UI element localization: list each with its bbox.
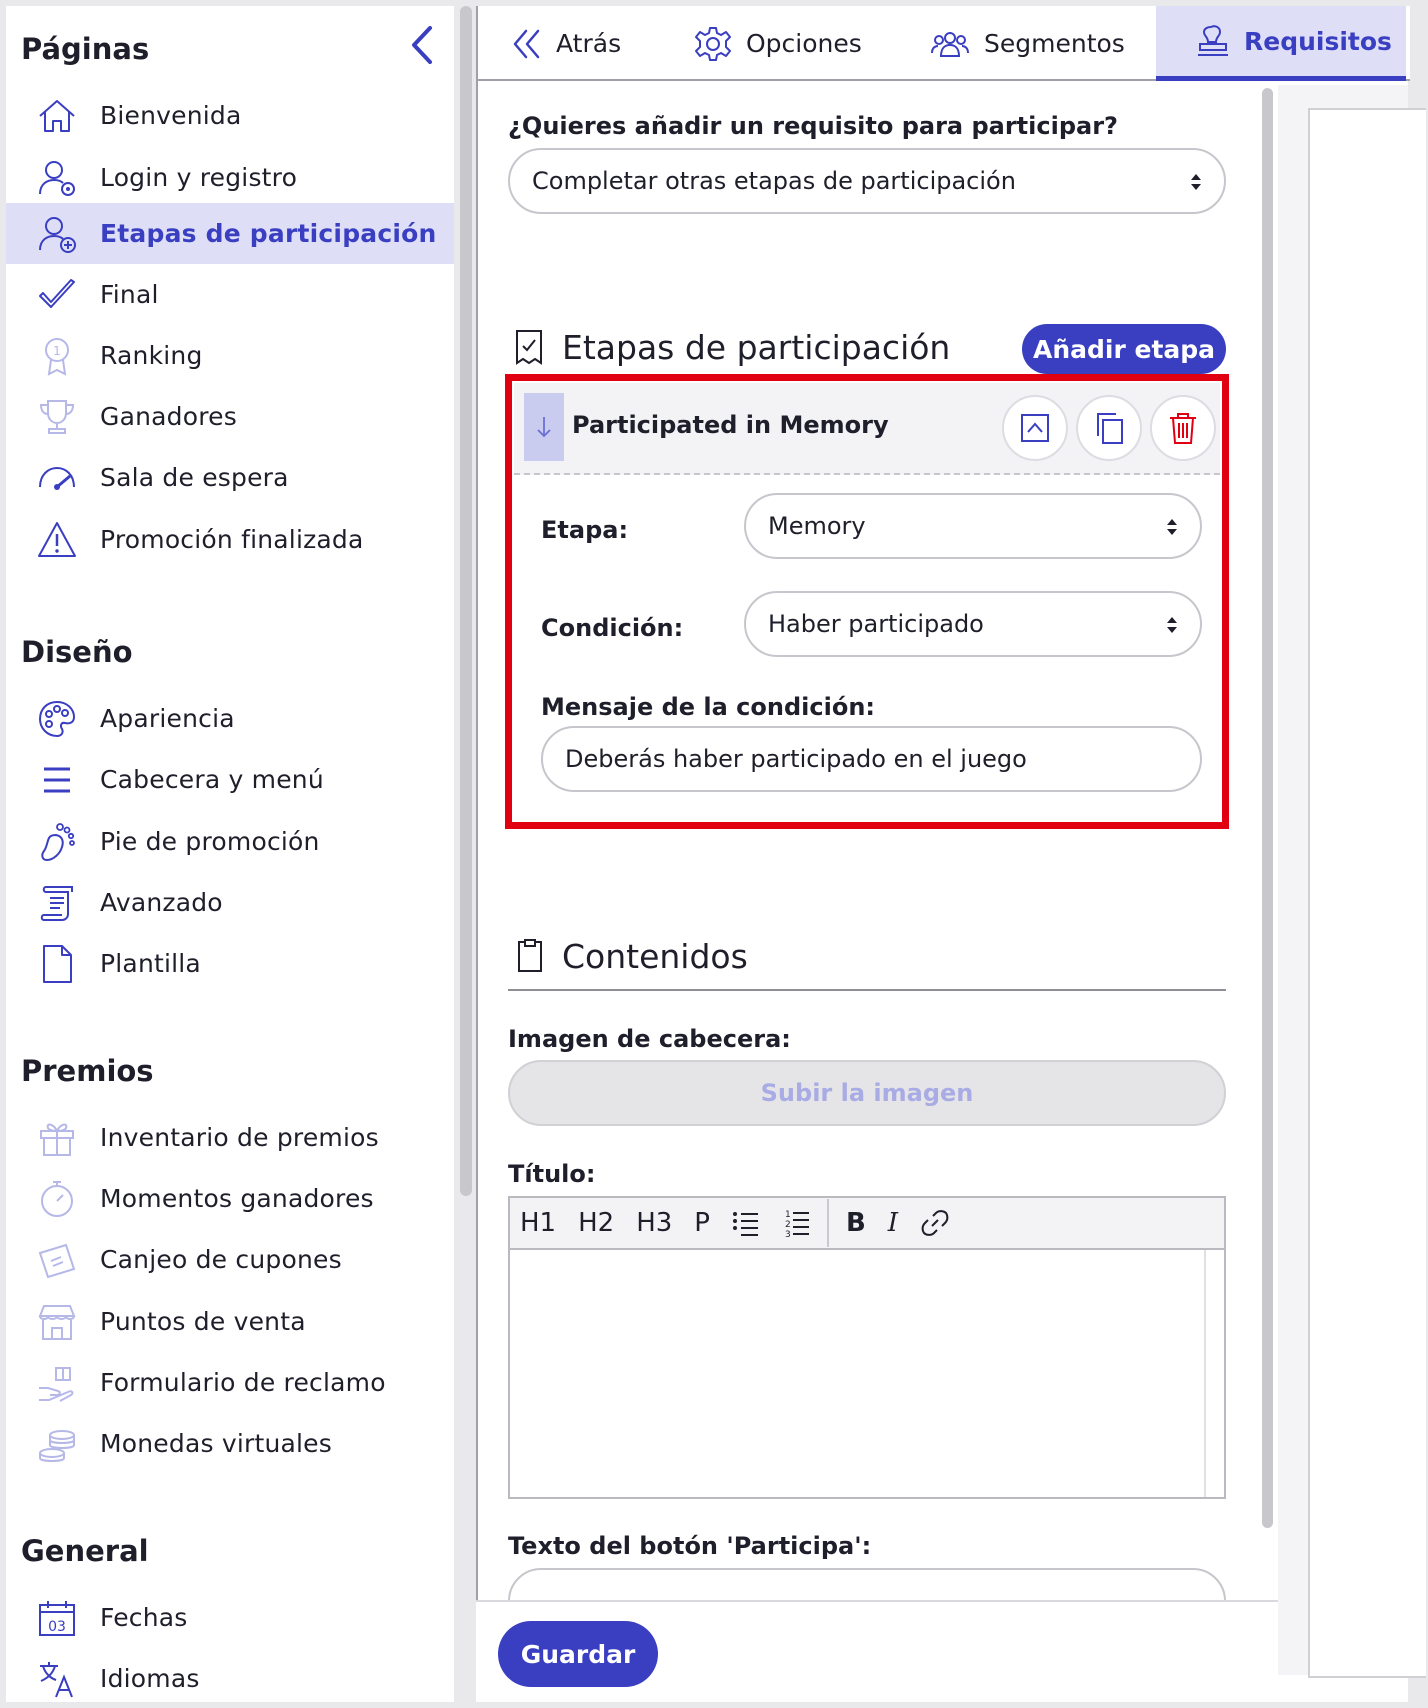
condicion-label: Condición:: [541, 614, 684, 642]
sidebar-item-apariencia[interactable]: [6, 688, 454, 749]
sidebar-item-final[interactable]: [6, 264, 454, 325]
stage-card-title: Participated in Memory: [572, 411, 889, 439]
editor-scrollbar[interactable]: [1204, 1250, 1224, 1497]
scroll-icon: [36, 882, 78, 924]
sidebar-item-label: Sala de espera: [100, 463, 289, 492]
tab-atras[interactable]: Atrás: [512, 6, 652, 81]
etapa-label: Etapa:: [541, 516, 629, 544]
menu-icon: [36, 759, 78, 801]
sidebar-item-label: Login y registro: [100, 163, 298, 192]
collapse-sidebar-button[interactable]: [402, 20, 442, 70]
sidebar-item-momentos[interactable]: [6, 1168, 454, 1229]
participate-text-label: Texto del botón 'Participa':: [508, 1532, 872, 1560]
sidebar-item-idiomas[interactable]: [6, 1648, 454, 1702]
sidebar-item-label: Ganadores: [100, 402, 237, 431]
toolbar-separator: [827, 1199, 829, 1247]
coupon-icon: [36, 1239, 78, 1281]
sidebar-item-inventario[interactable]: [6, 1107, 454, 1168]
svg-text:2: 2: [784, 1220, 791, 1230]
stamp-icon: [1196, 23, 1230, 59]
h3-button[interactable]: H3: [636, 1208, 673, 1238]
drag-handle[interactable]: [524, 393, 564, 461]
numbered-list-icon: [782, 1208, 810, 1238]
tab-opciones[interactable]: Opciones: [694, 6, 884, 81]
bullet-list-icon: [732, 1209, 760, 1237]
title-editor: [508, 1196, 1226, 1499]
sidebar-item-promocion-finalizada[interactable]: [6, 509, 454, 570]
h2-button[interactable]: H2: [578, 1208, 615, 1238]
sidebar-item-label: Fechas: [100, 1603, 188, 1632]
sidebar-item-avanzado[interactable]: [6, 872, 454, 933]
title-label: Título:: [508, 1160, 596, 1188]
numbered-list-button[interactable]: [782, 1208, 810, 1238]
sidebar-item-label: Ranking: [100, 341, 203, 370]
sidebar-item-ranking[interactable]: [6, 325, 454, 386]
svg-text:1: 1: [53, 343, 61, 358]
sidebar-item-label: Cabecera y menú: [100, 765, 324, 794]
select-caret-icon: [1190, 172, 1202, 192]
tab-requisitos[interactable]: Requisitos: [1156, 6, 1406, 81]
sidebar-item-label: Promoción finalizada: [100, 525, 364, 554]
h1-button[interactable]: H1: [520, 1208, 557, 1238]
duplicate-card-button[interactable]: [1076, 395, 1142, 461]
section-heading-diseno: Diseño: [21, 635, 133, 669]
mensaje-input[interactable]: Deberás haber participado en el juego: [541, 726, 1202, 792]
home-icon: [36, 95, 78, 137]
link-icon: [920, 1208, 950, 1238]
sidebar-item-etapas[interactable]: [6, 203, 454, 264]
user-at-icon: [36, 157, 78, 199]
sidebar-item-monedas[interactable]: [6, 1413, 454, 1474]
stage-card-header: [514, 383, 1220, 475]
sidebar-item-bienvenida[interactable]: [6, 85, 454, 146]
sidebar-item-puntos-venta[interactable]: [6, 1291, 454, 1352]
ticket-icon: [514, 328, 544, 366]
select-caret-icon: [1166, 517, 1178, 537]
sidebar-item-sala-espera[interactable]: [6, 447, 454, 508]
arrow-down-icon: [536, 415, 552, 439]
select-caret-icon: [1166, 615, 1178, 635]
section-heading-premios: Premios: [21, 1054, 154, 1088]
upload-image-button[interactable]: Subir la imagen: [508, 1060, 1226, 1126]
footprint-icon: [36, 821, 78, 863]
sidebar-item-label: Plantilla: [100, 949, 201, 978]
group-icon: [930, 29, 970, 59]
sidebar-item-label: Bienvenida: [100, 101, 242, 130]
sidebar-item-cupones[interactable]: [6, 1229, 454, 1290]
svg-text:03: 03: [48, 1618, 66, 1635]
add-stage-button[interactable]: Añadir etapa: [1022, 324, 1226, 374]
sidebar-item-label: Etapas de participación: [100, 219, 437, 248]
save-button[interactable]: Guardar: [498, 1621, 658, 1687]
file-icon: [36, 943, 78, 985]
sidebar-item-cabecera[interactable]: [6, 749, 454, 810]
contents-section-title: Contenidos: [562, 937, 748, 976]
italic-button[interactable]: I: [887, 1208, 899, 1238]
sidebar-item-label: Avanzado: [100, 888, 223, 917]
svg-text:1: 1: [784, 1210, 791, 1220]
editor-toolbar: [510, 1198, 1224, 1250]
section-heading-paginas: Páginas: [21, 32, 150, 66]
etapa-select[interactable]: Memory: [744, 493, 1202, 559]
warning-icon: [36, 519, 78, 561]
section-heading-general: General: [21, 1534, 149, 1568]
stage-requirement-card: [505, 374, 1229, 829]
coins-icon: [36, 1423, 78, 1465]
check-icon: [36, 274, 78, 316]
gear-icon: [694, 25, 732, 63]
tab-bar: [478, 6, 1410, 81]
tab-segmentos[interactable]: Segmentos: [930, 6, 1140, 81]
section-divider: [508, 989, 1226, 991]
sidebar-item-fechas[interactable]: [6, 1587, 454, 1648]
trophy-icon: [36, 396, 78, 438]
mensaje-label: Mensaje de la condición:: [541, 693, 876, 721]
chevron-up-box-icon: [1020, 413, 1050, 443]
header-image-label: Imagen de cabecera:: [508, 1025, 791, 1053]
stages-section-title: Etapas de participación: [562, 328, 951, 367]
hand-gift-icon: [36, 1362, 78, 1404]
double-chevron-left-icon: [512, 27, 542, 61]
link-button[interactable]: [920, 1208, 950, 1238]
sidebar-item-label: Apariencia: [100, 704, 235, 733]
paragraph-button[interactable]: P: [694, 1208, 710, 1238]
requirement-question: ¿Quieres añadir un requisito para participar?: [508, 112, 1118, 140]
sidebar-item-label: Puntos de venta: [100, 1307, 306, 1336]
bullet-list-button[interactable]: [732, 1209, 760, 1237]
sidebar-item-label: Formulario de reclamo: [100, 1368, 386, 1397]
sidebar-item-label: Idiomas: [100, 1664, 200, 1693]
user-plus-icon: [36, 213, 78, 255]
preview-frame: [1308, 108, 1426, 1678]
store-icon: [36, 1301, 78, 1343]
delete-card-button[interactable]: [1150, 395, 1216, 461]
medal-icon: [36, 335, 78, 377]
sidebar-item-label: Canjeo de cupones: [100, 1245, 342, 1274]
sidebar: [6, 6, 454, 1702]
requirement-select[interactable]: Completar otras etapas de participación: [508, 148, 1226, 214]
trash-icon: [1168, 411, 1198, 445]
sidebar-item-login[interactable]: [6, 147, 454, 208]
collapse-card-button[interactable]: [1002, 395, 1068, 461]
clipboard-icon: [516, 937, 544, 973]
calendar-icon: [36, 1597, 78, 1639]
sidebar-item-ganadores[interactable]: [6, 386, 454, 447]
chevron-left-icon: [409, 25, 435, 65]
sidebar-item-label: Final: [100, 280, 159, 309]
sidebar-item-label: Monedas virtuales: [100, 1429, 332, 1458]
translate-icon: [36, 1658, 78, 1700]
condicion-select[interactable]: Haber participado: [744, 591, 1202, 657]
palette-icon: [36, 698, 78, 740]
gift-icon: [36, 1117, 78, 1159]
main-scrollbar[interactable]: [1262, 88, 1273, 1528]
copy-icon: [1094, 411, 1124, 445]
sidebar-item-plantilla[interactable]: [6, 933, 454, 994]
gauge-icon: [36, 457, 78, 499]
sidebar-scrollbar[interactable]: [460, 6, 472, 1196]
stopwatch-icon: [36, 1178, 78, 1220]
sidebar-item-pie[interactable]: [6, 811, 454, 872]
sidebar-item-label: Inventario de premios: [100, 1123, 379, 1152]
svg-text:3: 3: [784, 1230, 791, 1238]
sidebar-item-label: Momentos ganadores: [100, 1184, 374, 1213]
sidebar-item-label: Pie de promoción: [100, 827, 320, 856]
bold-button[interactable]: B: [845, 1208, 866, 1238]
sidebar-item-formulario[interactable]: [6, 1352, 454, 1413]
